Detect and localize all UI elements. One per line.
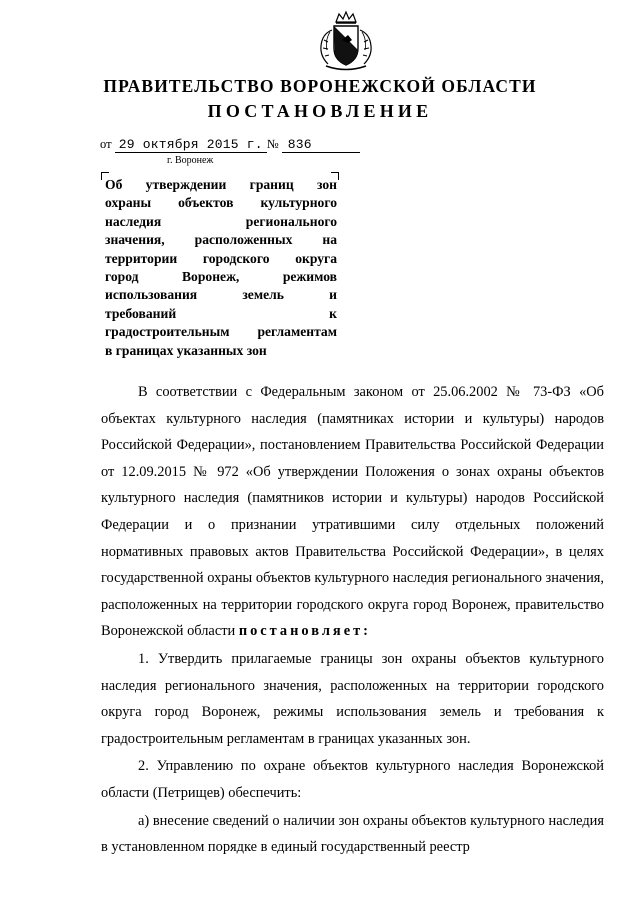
body-paragraph-1: 1. Утвердить прилагаемые границы зон охраны объектов культурного наследия регионального значения, расположенных на территории городского округа город Воронеж, режимы использования земель и требования к градостроительным регламентам в границах указанных зон. — [101, 650, 604, 747]
body-paragraph-2a: а) внесение сведений о наличии зон охраны объектов культурного наследия в установленном порядке в единый государственный реестр — [101, 812, 604, 856]
document-body — [101, 379, 604, 861]
subject-line: требований к — [105, 305, 337, 321]
number-field — [282, 137, 360, 153]
organization-title: ПРАВИТЕЛЬСТВО ВОРОНЕЖСКОЙ ОБЛАСТИ — [103, 76, 537, 96]
subject-line: значения, расположенных на — [105, 232, 337, 248]
preamble-text: В соответствии с Федеральным законом от 25.06.2002 № 73-ФЗ «Об объектах культурного наследия (памятниках истории и культуры) народов Российской Федерации», постановлением Правительства Российской Федерации от 12.09.2015 № 972 «Об утверждении Положения о зонах охраны объектов культурного наследия (памятников истории и культуры) народов Российской Федерации и о признании утратившими силу отдельных положений нормативных правовых актов Правительства Российской Федерации», в целях государственной охраны объектов культурного наследия регионального значения, расположенных на территории городского округа город Воронеж, правительство Воронежской области — [101, 384, 604, 640]
date-prefix: от — [100, 137, 112, 151]
date-field — [115, 137, 267, 153]
subject-line: территории городского округа — [105, 250, 337, 266]
body-paragraph-2: 2. Управлению по охране объектов культурного наследия Воронежской области (Петрищев) обеспечить: — [101, 758, 604, 801]
date-number-line — [100, 137, 360, 153]
subject-line: город Воронеж, режимов — [105, 268, 337, 284]
date-value: 29 октября 2015 г. — [118, 137, 263, 152]
subject-line: Об утверждении границ зон — [105, 177, 337, 192]
number-sign: № — [266, 137, 279, 151]
number-value: 836 — [287, 137, 312, 152]
city-label: г. Воронеж — [167, 155, 214, 166]
subject-line: охраны объектов культурного — [105, 195, 337, 211]
document-subject — [105, 176, 337, 360]
document-type-title: ПОСТАНОВЛЕНИЕ — [207, 101, 433, 121]
subject-line: использования земель и — [105, 287, 337, 303]
resolution-keyword: постановляет: — [238, 623, 371, 640]
body-paragraph-preamble — [101, 379, 604, 645]
subject-line: наследия регионального — [105, 213, 337, 229]
voronezh-coat-of-arms-icon — [312, 10, 380, 74]
subject-line: в границах указанных зон — [105, 342, 267, 358]
subject-line: градостроительным регламентам — [105, 324, 337, 340]
